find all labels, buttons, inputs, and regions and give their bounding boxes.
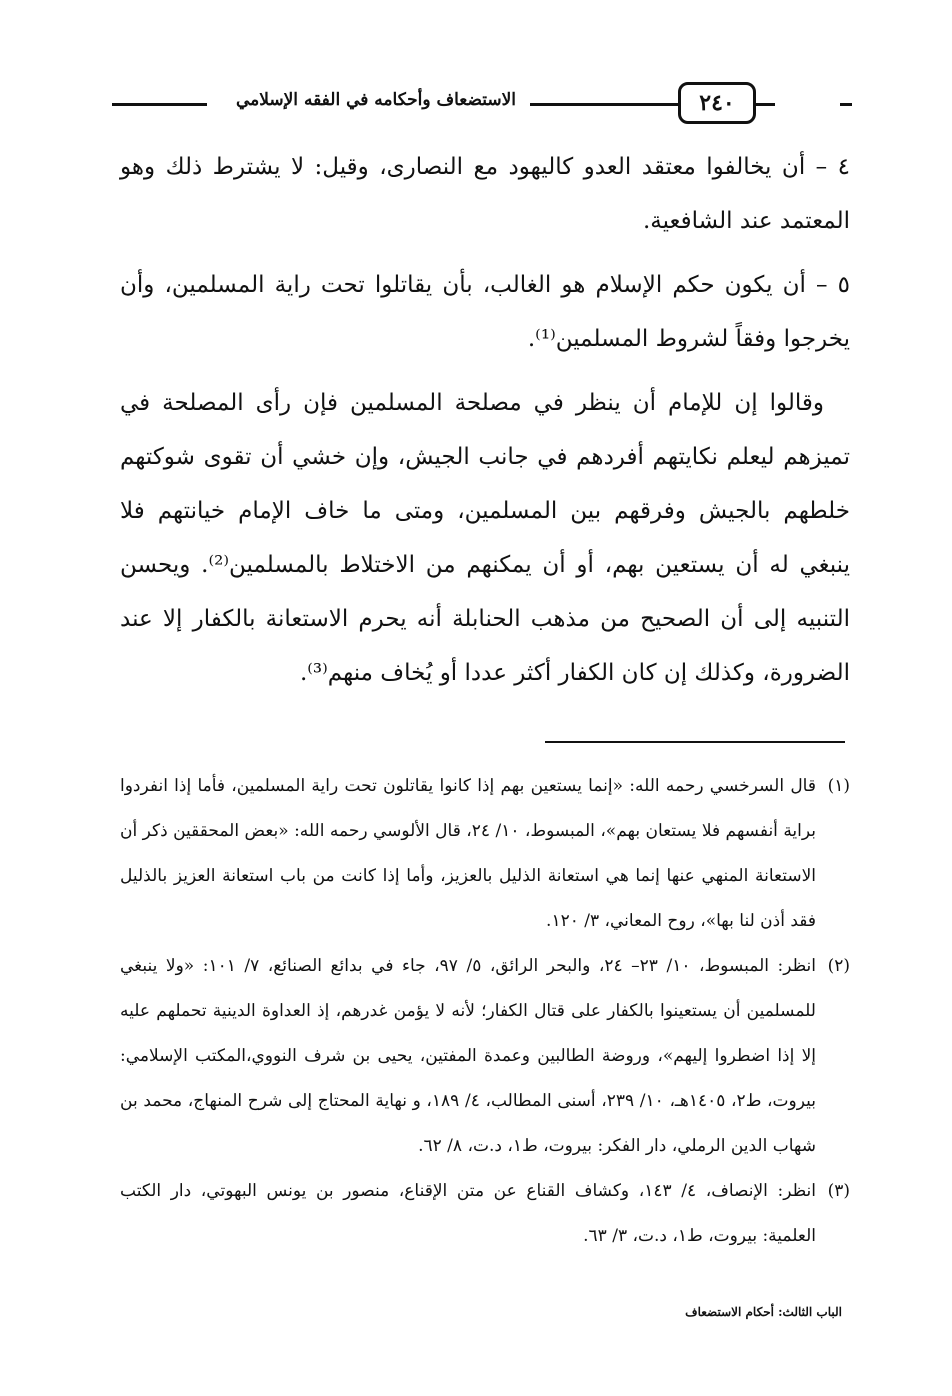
footnote-number: (١)	[827, 776, 850, 796]
running-title: الاستضعاف وأحكامه في الفقه الإسلامي	[232, 90, 520, 110]
footnotes	[120, 764, 850, 1259]
page-number: ٢٤٠	[678, 82, 756, 124]
footnote-text: انظر: الإنصاف، ٤/ ١٤٣، وكشاف القناع عن متن الإقناع، منصور بن يونس البهوتي، دار الكتب العلمية: بيروت، ط١، د.ت، ٣/ ٦٣.	[120, 1181, 816, 1246]
paragraph-discussion: وقالوا إن للإمام أن ينظر في مصلحة المسلمين فإن رأى المصلحة في تميزهم ليعلم نكايتهم أفردهم في جانب الجيش، وإن خشي أن تقوى شوكتهم خلطهم بالجيش وفرقهم بين المسلمين، ومتى ما خاف الإمام خيانتهم فلا ينبغي له أن يستعين بهم، أو أن يمكنهم من الاختلاط بالمسلمين⁽²⁾. ويحسن التنبيه إلى أن الصحيح من مذهب الحنابلة أنه يحرم الاستعانة بالكفار إلا عند الضرورة، وكذلك إن كان الكفار أكثر عددا أو يُخاف منهم⁽³⁾.	[120, 390, 851, 686]
paragraph-condition-5: ٥ – أن يكون حكم الإسلام هو الغالب، بأن يقاتلوا تحت راية المسلمين، وأن يخرجوا وفقاً لشروط المسلمين⁽¹⁾.	[120, 272, 850, 352]
footnote-text: قال السرخسي رحمه الله: «إنما يستعين بهم إذا كانوا يقاتلون تحت راية المسلمين، فأما إذا انفردوا براية أنفسهم فلا يستعان بهم»، المبسوط، ١٠/ ٢٤، قال الألوسي رحمه الله: «بعض المحققين ذكر أن الاستعانة المنهي عنها إنما هي استعانة الذليل بالعزيز، وأما إذا كانت من باب استعانة العزيز بالذليل فقد أذن لنا بها»، روح المعاني، ٣/ ١٢٠.	[120, 776, 816, 931]
footnote-number: (٢)	[827, 956, 850, 976]
footnote-number: (٣)	[827, 1181, 850, 1201]
paragraph-condition-4: ٤ – أن يخالفوا معتقد العدو كاليهود مع النصارى، وقيل: لا يشترط ذلك وهو المعتمد عند الشافعية.	[120, 154, 850, 234]
footnote-2	[120, 944, 850, 1169]
footnote-separator	[545, 741, 845, 743]
page-footer: الباب الثالث: أحكام الاستضعاف	[685, 1305, 842, 1319]
page-header	[100, 80, 850, 130]
footnote-1	[120, 764, 850, 944]
header-rule-right	[840, 103, 852, 106]
main-text	[120, 140, 850, 700]
footnote-text: انظر: المبسوط، ١٠/ ٢٣– ٢٤، والبحر الرائق، ٥/ ٩٧، جاء في بدائع الصنائع، ٧/ ١٠١: «ولا ينبغي للمسلمين أن يستعينوا بالكفار على قتال الكفار؛ لأنه لا يؤمن غدرهم، إذ العداوة الدينية تحملهم عليه إلا إذا اضطروا إليهم»، وروضة الطالبين وعمدة المفتين، يحيى بن شرف النووي،المكتب الإسلامي: بيروت، ط٢، ١٤٠٥هـ، ١٠/ ٢٣٩، أسنى المطالب، ٤/ ١٨٩، و نهاية المحتاج إلى شرح المنهاج، محمد بن شهاب الدين الرملي، دار الفكر: بيروت، ط١، د.ت، ٨/ ٦٢.	[120, 956, 817, 1156]
header-rule-left	[112, 103, 207, 106]
footnote-3	[120, 1169, 850, 1259]
